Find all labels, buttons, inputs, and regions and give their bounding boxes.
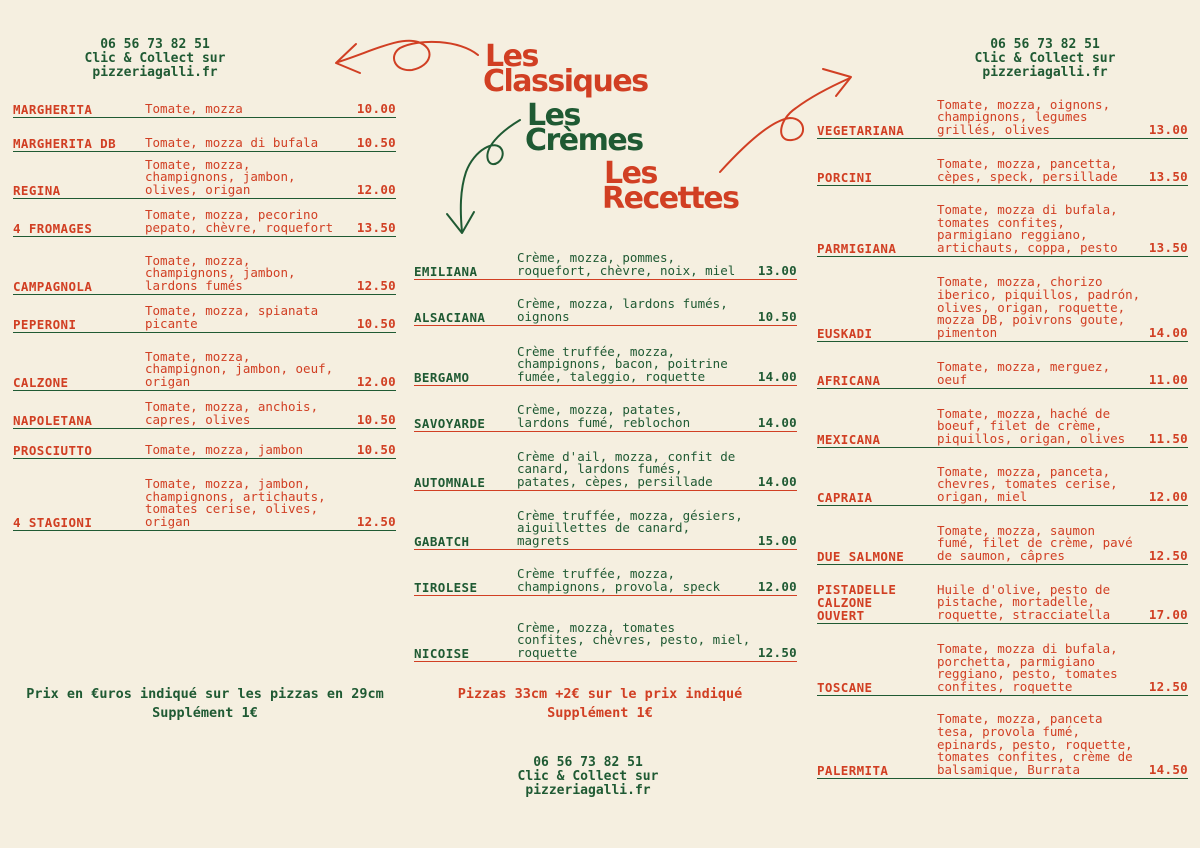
pizza-price: 12.00 — [1148, 489, 1188, 504]
pizza-price: 12.00 — [356, 374, 396, 389]
pizza-description — [517, 619, 751, 661]
menu-item — [817, 186, 1188, 257]
menu-item — [817, 448, 1188, 506]
pizza-description — [517, 507, 743, 549]
title-recettes: Les Recettes — [602, 156, 739, 216]
pizza-name-line: NICOISE — [414, 646, 470, 661]
pizza-description — [145, 252, 296, 294]
pizza-description — [517, 252, 735, 278]
arrow-left-icon — [336, 41, 478, 73]
pizza-price: 10.50 — [356, 412, 396, 427]
pizza-name-line: PEPERONI — [13, 317, 77, 332]
divider-line — [817, 778, 1188, 780]
pizza-name — [817, 550, 904, 563]
pizza-description — [145, 103, 243, 116]
description-line: Tomate, mozza di bufala, — [937, 640, 1118, 656]
pizza-name — [414, 371, 469, 384]
pizza-name — [817, 242, 896, 255]
description-line: Tomate, mozza — [145, 101, 243, 117]
pizza-price: 12.50 — [356, 514, 396, 529]
pizza-price: 14.00 — [1148, 325, 1188, 340]
description-line: Tomate, mozza, saumon — [937, 522, 1096, 538]
description-line: epinards, pesto, roquette, — [937, 736, 1133, 752]
clic-collect-label: Clic & Collect sur — [84, 51, 226, 66]
description-line: Tomate, mozza, chorizo — [937, 274, 1103, 290]
menu-item — [817, 624, 1188, 696]
menu-item — [414, 247, 797, 280]
menu-item — [13, 237, 396, 295]
description-line: Crème truffée, mozza, gésiers, — [517, 507, 743, 523]
menu-item — [817, 257, 1188, 342]
description-line: olives, origan, roquette, — [937, 299, 1126, 315]
pizza-name-line: DUE SALMONE — [817, 549, 905, 564]
description-line: Crème, mozza, patates, — [517, 402, 683, 418]
pizza-name-line: BERGAMO — [414, 370, 470, 385]
pizza-description — [145, 401, 318, 427]
menu-item — [414, 326, 797, 386]
description-line: tomates confites, crème de — [937, 749, 1133, 765]
description-line: Tomate, mozza, merguez, — [937, 359, 1111, 375]
pizza-price: 11.00 — [1148, 372, 1188, 387]
pizza-name-line: PROSCIUTTO — [13, 443, 93, 458]
description-line: grillés, olives — [937, 122, 1050, 138]
description-line: Tomate, mozza, pecorino — [145, 207, 319, 223]
pizza-price: 12.00 — [356, 182, 396, 197]
pizza-price: 13.50 — [1148, 169, 1188, 184]
description-line: roquette, stracciatella — [937, 607, 1111, 623]
menu-item — [414, 596, 797, 662]
menu-item — [13, 391, 396, 429]
description-line: roquefort, chèvre, noix, miel — [517, 263, 736, 279]
pizza-name — [817, 491, 872, 504]
description-line: lardons fumé, reblochon — [517, 415, 691, 431]
pizza-description — [145, 348, 334, 390]
pizza-name-line: 4 STAGIONI — [13, 515, 93, 530]
pizza-description — [937, 581, 1111, 623]
menu-item — [414, 386, 797, 432]
phone-number[interactable]: 06 56 73 82 51 — [533, 755, 643, 770]
pizza-name — [817, 681, 872, 694]
pizza-price: 14.00 — [757, 415, 797, 430]
pizza-name — [414, 265, 477, 278]
pizza-description — [145, 156, 296, 198]
pizza-name-line: CAPRAIA — [817, 490, 873, 505]
description-line: Tomate, mozza, pancetta, — [937, 156, 1118, 172]
pizza-name-line: CALZONE — [817, 595, 873, 610]
pizza-description — [517, 568, 720, 594]
description-line: origan, miel — [937, 489, 1028, 505]
pizza-name — [817, 124, 904, 137]
menu-item — [13, 118, 396, 152]
pizza-name-line: MARGHERITA DB — [13, 136, 117, 151]
description-line: aiguillettes de canard, — [517, 520, 691, 536]
pizza-description — [937, 276, 1140, 340]
menu-item — [817, 565, 1188, 624]
description-line: magrets — [517, 533, 570, 549]
description-line: patates, cèpes, persillade — [517, 474, 713, 490]
pizza-name — [13, 376, 68, 389]
pizza-price: 10.50 — [356, 135, 396, 150]
title-classiques: Les Classiques — [483, 39, 648, 99]
pizza-name-line: PARMIGIANA — [817, 241, 897, 256]
pizza-price: 14.50 — [1148, 762, 1188, 777]
pizza-name-line: CAMPAGNOLA — [13, 279, 93, 294]
description-line: Tomate, mozza, — [145, 348, 251, 364]
pizza-name-line: VEGETARIANA — [817, 123, 905, 138]
description-line: oeuf — [937, 372, 968, 388]
menu-item — [13, 333, 396, 391]
description-line: de saumon, câpres — [937, 548, 1065, 564]
description-line: Tomate, mozza, — [145, 156, 251, 172]
pizza-description — [937, 361, 1110, 387]
divider-line — [414, 661, 797, 663]
title-cremes: Les Crèmes — [525, 98, 643, 158]
pizza-name — [13, 280, 92, 293]
pizza-description — [937, 201, 1118, 256]
description-line: Tomate, mozza di bufala, — [937, 201, 1118, 217]
menu-item — [817, 389, 1188, 448]
description-line: Tomate, mozza, spianata — [145, 303, 319, 319]
pizza-name — [13, 516, 92, 529]
description-line: confites, roquette — [937, 679, 1073, 695]
pizza-name-line: ALSACIANA — [414, 310, 486, 325]
pizza-name-line: NAPOLETANA — [13, 413, 93, 428]
description-line: pistache, mortadelle, — [937, 594, 1096, 610]
description-line: Huile d'olive, pesto de — [937, 581, 1111, 597]
pizza-name — [13, 318, 76, 331]
pizza-name — [13, 414, 92, 427]
pizza-name-line: EMILIANA — [414, 264, 478, 279]
pizza-description — [937, 96, 1111, 138]
pizza-description — [145, 475, 326, 530]
description-line: Crème, mozza, pommes, — [517, 250, 676, 266]
pizza-name-line: AFRICANA — [817, 373, 881, 388]
description-line: fumée, taleggio, roquette — [517, 369, 706, 385]
pizza-name — [414, 581, 477, 594]
pizza-name — [817, 171, 872, 184]
pizza-name-line: CALZONE — [13, 375, 69, 390]
phone-number[interactable]: 06 56 73 82 51 — [100, 37, 210, 52]
menu-item — [414, 550, 797, 596]
pizza-name — [13, 444, 92, 457]
price-note-left: Prix en €uros indiqué sur les pizzas en 29cm Supplément 1€ — [26, 686, 384, 721]
description-line: pimenton — [937, 325, 998, 341]
description-line: olives, origan — [145, 182, 251, 198]
description-line: champignons, bacon, poitrine — [517, 356, 728, 372]
pizza-price: 10.50 — [356, 316, 396, 331]
description-line: origan — [145, 514, 191, 530]
description-line: iberico, piquillos, padrón, — [937, 286, 1141, 302]
description-line: champignons, provola, speck — [517, 579, 721, 595]
description-line: confites, chèvres, pesto, miel, — [517, 632, 751, 648]
pizza-description — [937, 158, 1118, 184]
pizza-price: 12.00 — [757, 579, 797, 594]
pizza-description — [937, 522, 1133, 564]
description-line: Crème truffée, mozza, — [517, 343, 676, 359]
description-line: cèpes, speck, persillade — [937, 169, 1118, 185]
menu-item — [13, 199, 396, 237]
pizza-name-line: REGINA — [13, 183, 61, 198]
pizza-name-line: SAVOYARDE — [414, 416, 486, 431]
pizza-price: 12.50 — [1148, 548, 1188, 563]
website-link[interactable]: pizzeriagalli.fr — [525, 783, 651, 798]
pizza-name — [817, 764, 888, 777]
menu-item — [414, 280, 797, 326]
pizza-name — [13, 137, 116, 150]
description-line: champignon, jambon, oeuf, — [145, 361, 334, 377]
pizza-name — [13, 103, 92, 116]
description-line: artichauts, coppa, pesto — [937, 240, 1118, 256]
pizza-price: 12.50 — [1148, 679, 1188, 694]
description-line: roquette — [517, 645, 578, 661]
pizza-name — [414, 647, 469, 660]
phone-number[interactable]: 06 56 73 82 51 — [990, 37, 1100, 52]
description-line: champignons, jambon, — [145, 169, 296, 185]
description-line: fumé, filet de crème, pavé — [937, 535, 1133, 551]
pizza-price: 15.00 — [757, 533, 797, 548]
pizza-price: 13.50 — [1148, 240, 1188, 255]
description-line: parmigiano reggiano, — [937, 227, 1088, 243]
description-line: Tomate, mozza di bufala — [145, 135, 319, 151]
description-line: Crème d'ail, mozza, confit de — [517, 448, 736, 464]
pizza-name-line: AUTOMNALE — [414, 475, 486, 490]
description-line: champignons, jambon, — [145, 265, 296, 281]
description-line: piquillos, origan, olives — [937, 431, 1126, 447]
menu-item — [817, 506, 1188, 565]
pizza-description — [937, 405, 1126, 447]
pizza-description — [145, 209, 333, 235]
pizza-name — [13, 184, 61, 197]
description-line: Crème truffée, mozza, — [517, 566, 676, 582]
description-line: Tomate, mozza, panceta — [937, 711, 1103, 727]
website-link[interactable]: pizzeriagalli.fr — [92, 65, 218, 80]
description-line: Tomate, mozza, — [145, 252, 251, 268]
pizza-name — [817, 327, 872, 340]
divider-line — [13, 530, 396, 532]
description-line: oignons — [517, 309, 570, 325]
description-line: origan — [145, 374, 191, 390]
pizza-description — [145, 137, 318, 150]
description-line: lardons fumés — [145, 278, 243, 294]
pizza-name — [414, 535, 469, 548]
pizza-name — [817, 433, 880, 446]
menu-item — [414, 432, 797, 491]
description-line: Tomate, mozza, jambon — [145, 442, 304, 458]
description-line: Tomate, mozza, anchois, — [145, 399, 319, 415]
pizza-name-line: 4 FROMAGES — [13, 221, 93, 236]
pizza-name — [817, 583, 896, 622]
description-line: Tomate, mozza, jambon, — [145, 475, 311, 491]
arrow-down-icon — [447, 120, 520, 233]
pizza-name-line: PALERMITA — [817, 763, 889, 778]
website-link[interactable]: pizzeriagalli.fr — [982, 65, 1108, 80]
pizza-name-line: EUSKADI — [817, 326, 873, 341]
pizza-price: 13.00 — [757, 263, 797, 278]
pizza-price: 14.00 — [757, 474, 797, 489]
pizza-description — [145, 305, 318, 331]
pizza-price: 10.50 — [757, 309, 797, 324]
menu-item — [817, 696, 1188, 779]
description-line: mozza DB, poivrons goute, — [937, 312, 1126, 328]
menu-item — [13, 92, 396, 118]
menu-recettes — [817, 94, 1188, 779]
menu-item — [817, 139, 1188, 186]
pizza-name-line: TIROLESE — [414, 580, 478, 595]
pizza-price: 14.00 — [757, 369, 797, 384]
description-line: Crème, mozza, tomates — [517, 619, 676, 635]
pizza-name — [414, 311, 485, 324]
pizza-name — [13, 222, 92, 235]
pizza-price: 13.50 — [356, 220, 396, 235]
pizza-name-line: PORCINI — [817, 170, 873, 185]
description-line: balsamique, Burrata — [937, 762, 1080, 778]
description-line: capres, olives — [145, 412, 251, 428]
description-line: porchetta, parmigiano — [937, 653, 1096, 669]
pizza-description — [145, 444, 303, 457]
menu-item — [13, 429, 396, 459]
description-line: canard, lardons fumés, — [517, 461, 683, 477]
clic-collect-label: Clic & Collect sur — [974, 51, 1116, 66]
description-line: Tomate, mozza, oignons, — [937, 96, 1111, 112]
pizza-price: 12.50 — [757, 645, 797, 660]
description-line: champignons, legumes — [937, 109, 1088, 125]
description-line: tomates cerise, olives, — [145, 501, 319, 517]
pizza-name — [414, 476, 485, 489]
pizza-price: 17.00 — [1148, 607, 1188, 622]
menu-item — [817, 342, 1188, 389]
menu-item — [13, 459, 396, 531]
description-line: tesa, provola fumé, — [937, 723, 1080, 739]
menu-item — [817, 94, 1188, 139]
pizza-description — [517, 448, 736, 490]
pizza-description — [517, 298, 728, 324]
description-line: chevres, tomates cerise, — [937, 476, 1118, 492]
pizza-description — [517, 404, 690, 430]
menu-item — [13, 152, 396, 199]
pizza-description — [517, 343, 728, 385]
description-line: tomates confites, — [937, 214, 1065, 230]
pizza-name-line: GABATCH — [414, 534, 470, 549]
description-line: Tomate, mozza, panceta, — [937, 463, 1111, 479]
menu-classiques — [13, 92, 396, 531]
clic-collect-label: Clic & Collect sur — [517, 769, 659, 784]
description-line: Crème, mozza, lardons fumés, — [517, 296, 728, 312]
menu-item — [414, 491, 797, 550]
pizza-name-line: MARGHERITA — [13, 102, 93, 117]
pizza-price: 10.50 — [356, 442, 396, 457]
pizza-name-line: OUVERT — [817, 608, 865, 623]
pizza-name-line: MEXICANA — [817, 432, 881, 447]
pizza-name — [414, 417, 485, 430]
price-note-center: Pizzas 33cm +2€ sur le prix indiqué Supplément 1€ — [457, 686, 743, 721]
pizza-name-line: PISTADELLE — [817, 582, 897, 597]
description-line: Tomate, mozza, haché de — [937, 405, 1111, 421]
description-line: boeuf, filet de crème, — [937, 418, 1103, 434]
menu-item — [13, 295, 396, 333]
pizza-description — [937, 640, 1118, 695]
pizza-description — [937, 713, 1133, 777]
pizza-name — [817, 374, 880, 387]
description-line: champignons, artichauts, — [145, 488, 326, 504]
pizza-description — [937, 463, 1118, 505]
description-line: picante — [145, 316, 198, 332]
pizza-price: 13.00 — [1148, 122, 1188, 137]
menu-cremes — [414, 247, 797, 662]
pizza-price: 12.50 — [356, 278, 396, 293]
pizza-price: 10.00 — [356, 101, 396, 116]
description-line: reggiano, pesto, tomates — [937, 666, 1118, 682]
description-line: pepato, chèvre, roquefort — [145, 220, 334, 236]
pizza-name-line: TOSCANE — [817, 680, 873, 695]
pizza-price: 11.50 — [1148, 431, 1188, 446]
